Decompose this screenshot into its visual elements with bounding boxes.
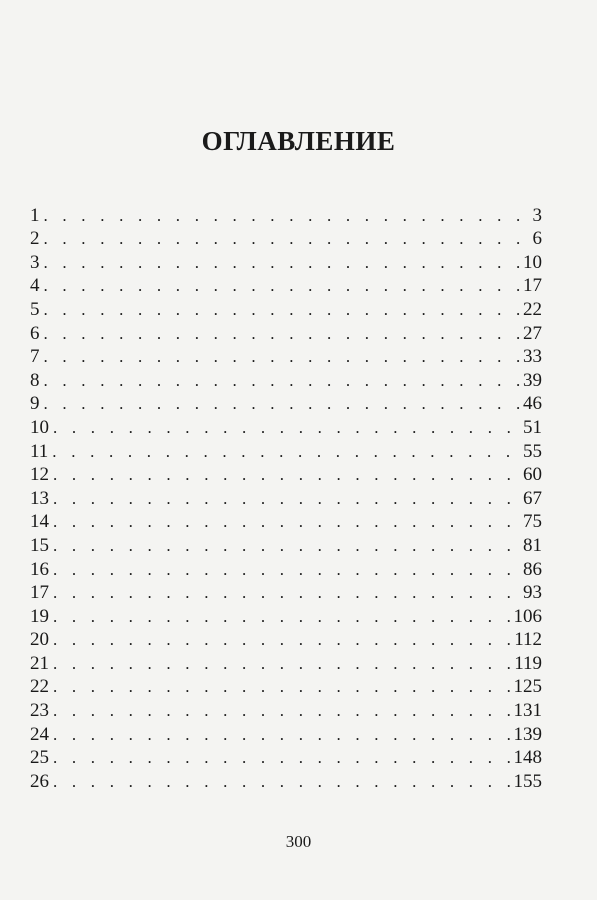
toc-entry-page: 10	[523, 251, 542, 273]
toc-entry-number: 4	[30, 275, 40, 297]
toc-dot-leader	[52, 443, 521, 460]
toc-entry-page: 3	[532, 204, 542, 226]
toc-dot-leader	[53, 773, 512, 790]
toc-entry-number: 19	[30, 605, 49, 627]
toc-entry-number: 10	[30, 416, 49, 438]
toc-entry-number: 25	[30, 747, 49, 769]
toc-entry-number: 11	[30, 440, 49, 462]
toc-entry	[30, 272, 542, 296]
toc-entry	[30, 319, 542, 343]
toc-entry-page: 51	[523, 416, 542, 438]
toc-entry	[30, 484, 542, 508]
toc-entry	[30, 649, 542, 673]
toc-entry-number: 13	[30, 487, 49, 509]
toc-entry	[30, 602, 542, 626]
toc-entry-number: 24	[30, 723, 49, 745]
toc-entry-page: 139	[513, 723, 542, 745]
toc-entry-page: 6	[532, 228, 542, 250]
toc-entry-number: 22	[30, 676, 49, 698]
toc-entry-number: 17	[30, 582, 49, 604]
toc-entry-page: 112	[514, 629, 542, 651]
toc-entry-page: 39	[523, 369, 542, 391]
toc-entry	[30, 626, 542, 650]
table-of-contents	[30, 201, 542, 791]
toc-dot-leader	[44, 325, 522, 342]
toc-entry-number: 8	[30, 369, 40, 391]
toc-dot-leader	[44, 254, 522, 271]
toc-entry-number: 6	[30, 322, 40, 344]
toc-entry	[30, 531, 542, 555]
toc-entry-page: 46	[523, 393, 542, 415]
toc-dot-leader	[44, 277, 522, 294]
toc-entry-page: 125	[513, 676, 542, 698]
toc-entry-page: 155	[513, 770, 542, 792]
toc-dot-leader	[53, 678, 512, 695]
toc-entry	[30, 579, 542, 603]
toc-entry	[30, 744, 542, 768]
toc-dot-leader	[53, 608, 512, 625]
toc-dot-leader	[44, 395, 522, 412]
toc-entry	[30, 295, 542, 319]
toc-entry-number: 23	[30, 700, 49, 722]
toc-entry	[30, 720, 542, 744]
toc-dot-leader	[44, 348, 522, 365]
toc-entry-number: 21	[30, 652, 49, 674]
toc-entry-page: 106	[513, 605, 542, 627]
toc-entry	[30, 413, 542, 437]
toc-entry	[30, 696, 542, 720]
toc-entry	[30, 767, 542, 791]
toc-dot-leader	[53, 584, 521, 601]
toc-entry-page: 148	[513, 747, 542, 769]
toc-entry-number: 5	[30, 298, 40, 320]
toc-dot-leader	[53, 655, 512, 672]
toc-entry-page: 81	[523, 534, 542, 556]
page-number: 300	[285, 832, 312, 851]
toc-entry-page: 55	[523, 440, 542, 462]
toc-entry-page: 27	[523, 322, 542, 344]
page-title: ОГЛАВЛЕНИЕ	[201, 126, 396, 156]
toc-entry-page: 131	[513, 700, 542, 722]
toc-entry-number: 26	[30, 770, 49, 792]
toc-dot-leader	[53, 537, 521, 554]
toc-entry-page: 86	[523, 558, 542, 580]
toc-dot-leader	[44, 207, 531, 224]
toc-entry-page: 33	[523, 346, 542, 368]
toc-entry-page: 22	[523, 298, 542, 320]
toc-dot-leader	[53, 490, 521, 507]
toc-dot-leader	[53, 561, 521, 578]
toc-entry-page: 60	[523, 464, 542, 486]
toc-entry	[30, 366, 542, 390]
toc-entry-number: 3	[30, 251, 40, 273]
toc-entry	[30, 390, 542, 414]
toc-entry-number: 7	[30, 346, 40, 368]
toc-entry-number: 2	[30, 228, 40, 250]
toc-dot-leader	[53, 513, 521, 530]
toc-entry-page: 67	[523, 487, 542, 509]
toc-entry	[30, 673, 542, 697]
toc-entry-number: 14	[30, 511, 49, 533]
toc-dot-leader	[53, 749, 512, 766]
toc-entry-number: 20	[30, 629, 49, 651]
toc-entry-page: 17	[523, 275, 542, 297]
toc-dot-leader	[53, 726, 512, 743]
toc-dot-leader	[44, 301, 522, 318]
toc-dot-leader	[53, 466, 521, 483]
toc-dot-leader	[53, 419, 521, 436]
toc-entry-number: 9	[30, 393, 40, 415]
toc-entry	[30, 201, 542, 225]
toc-entry-page: 75	[523, 511, 542, 533]
toc-entry	[30, 225, 542, 249]
toc-dot-leader	[53, 631, 512, 648]
toc-entry-number: 1	[30, 204, 40, 226]
toc-entry	[30, 555, 542, 579]
toc-entry	[30, 508, 542, 532]
toc-entry-number: 12	[30, 464, 49, 486]
toc-entry	[30, 461, 542, 485]
toc-dot-leader	[44, 230, 531, 247]
toc-dot-leader	[53, 702, 512, 719]
toc-dot-leader	[44, 372, 522, 389]
toc-entry-page: 119	[514, 652, 542, 674]
toc-entry-number: 15	[30, 534, 49, 556]
toc-entry	[30, 248, 542, 272]
toc-entry-page: 93	[523, 582, 542, 604]
toc-entry-number: 16	[30, 558, 49, 580]
toc-entry	[30, 343, 542, 367]
toc-entry	[30, 437, 542, 461]
